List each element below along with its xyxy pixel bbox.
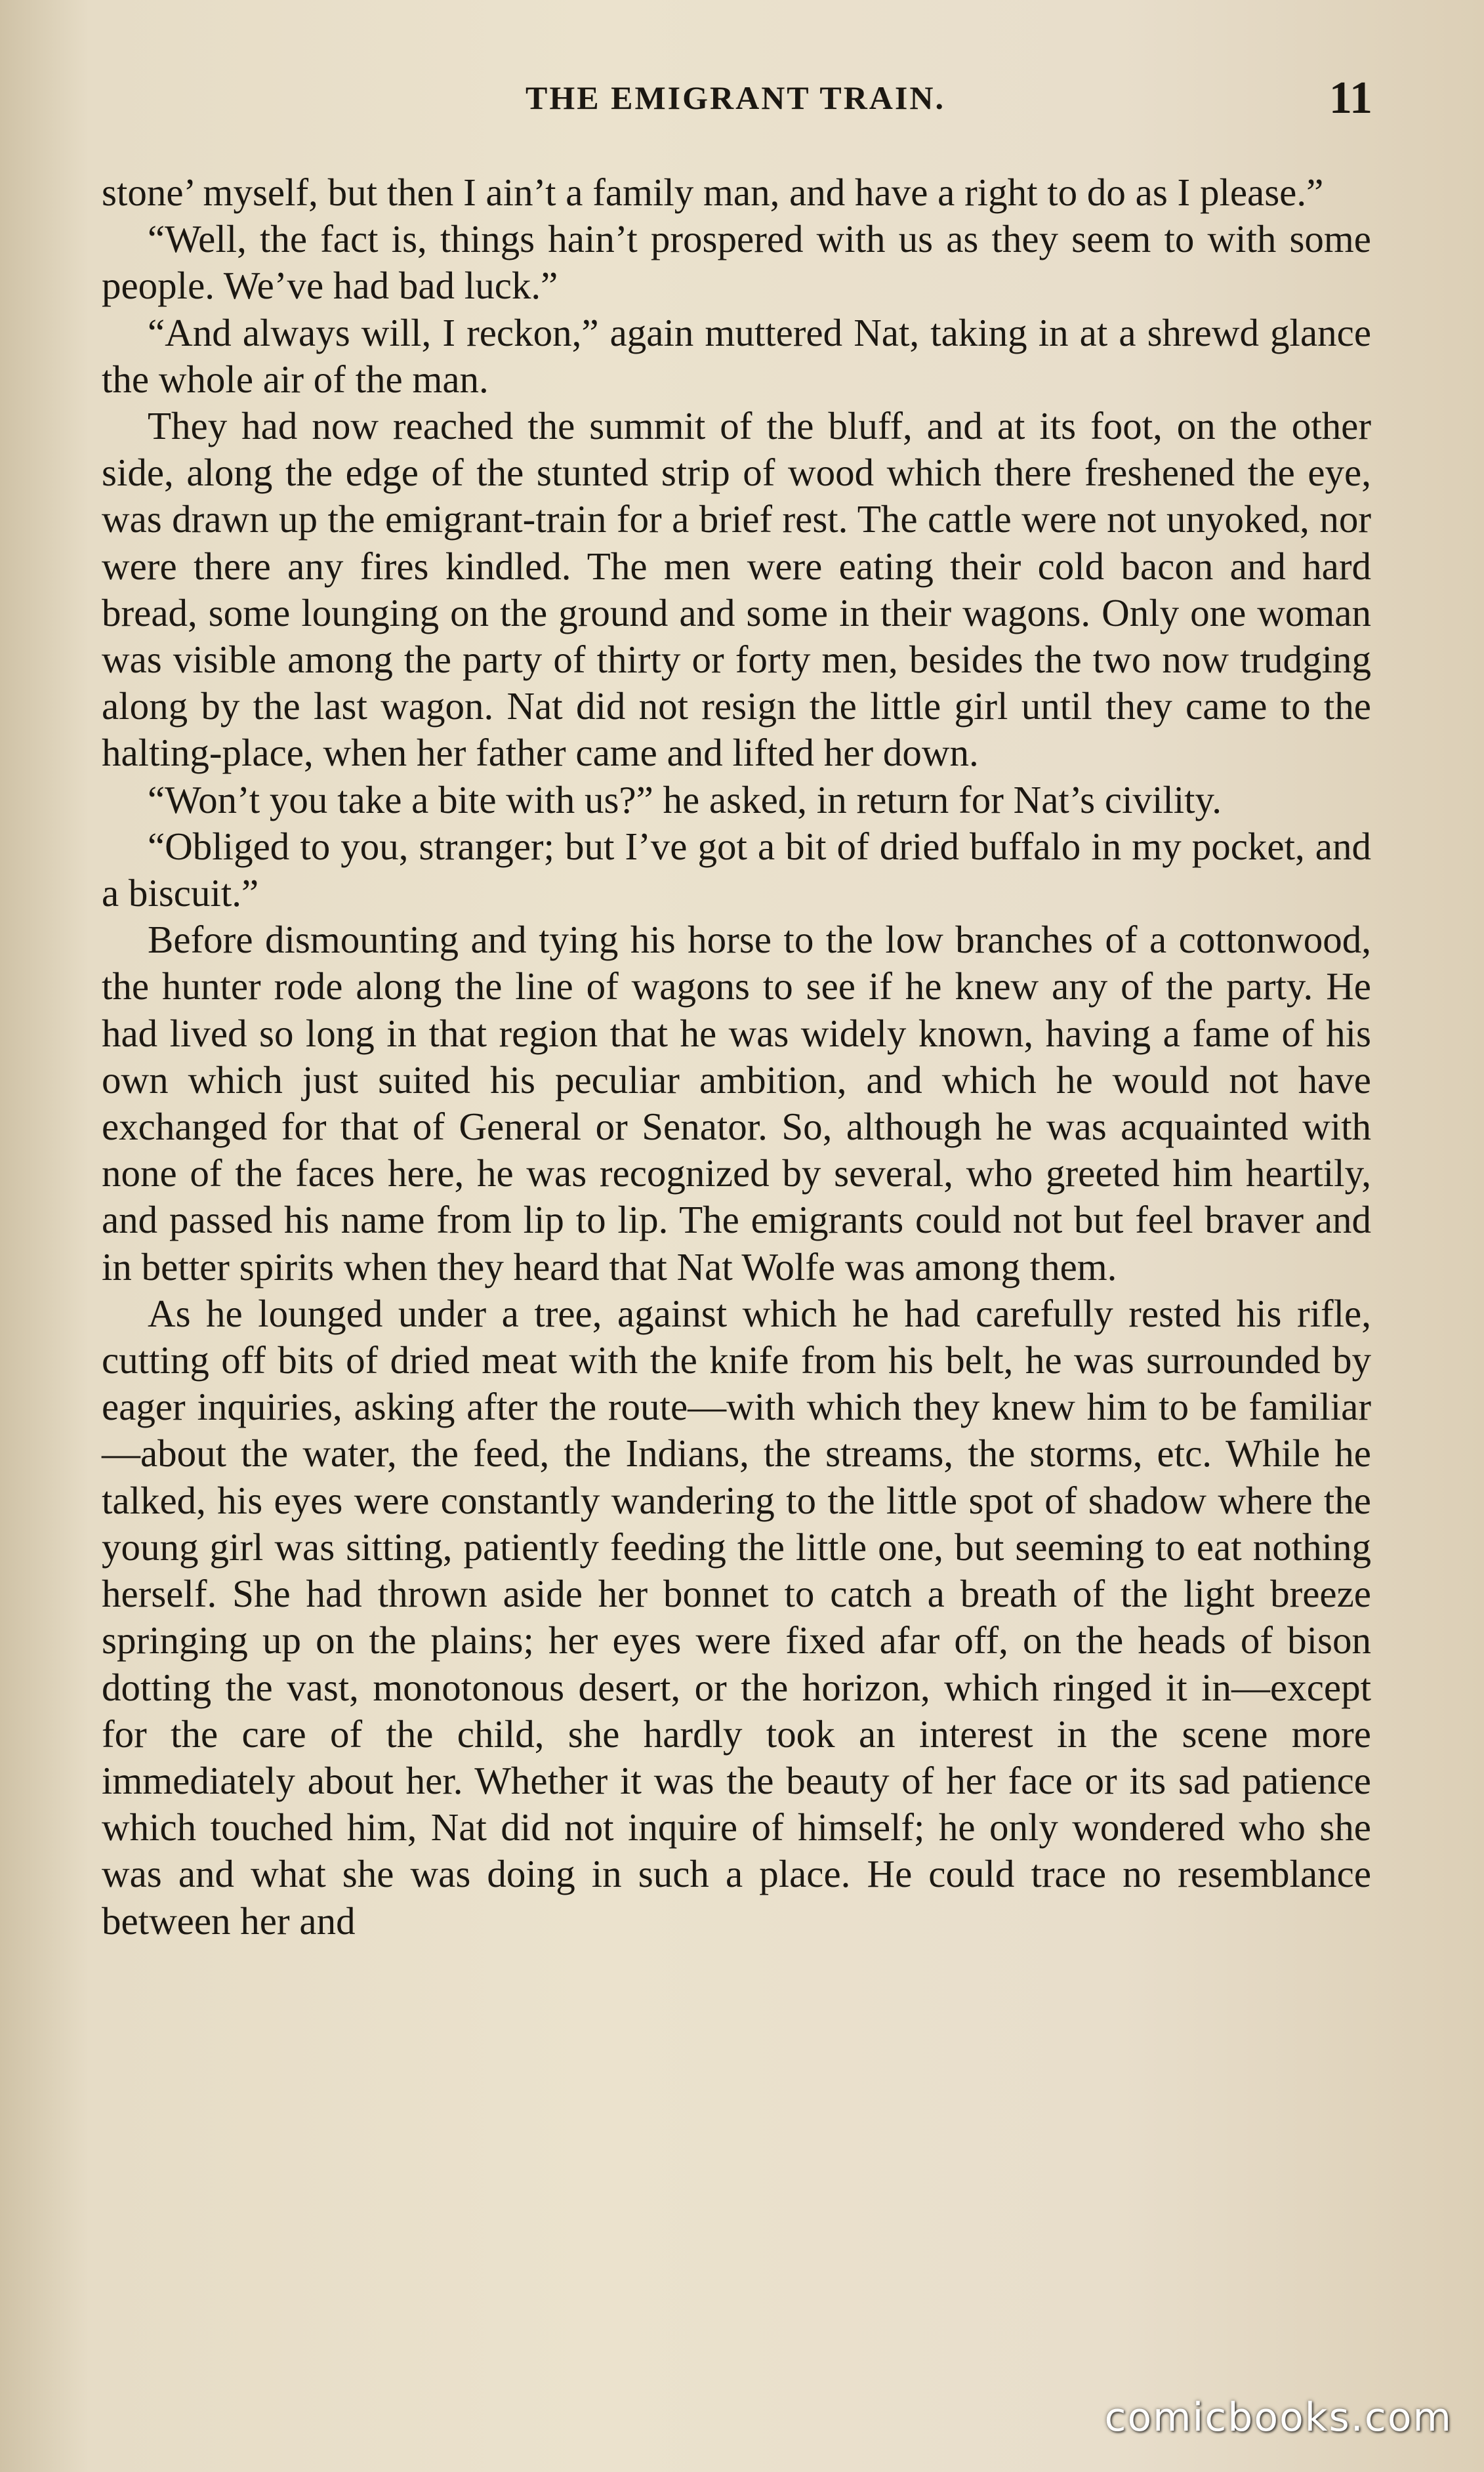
running-head: THE EMIGRANT TRAIN. [526, 79, 945, 116]
site-watermark: comicbooks.com [1104, 2395, 1453, 2441]
paragraph: They had now reached the summit of the bluff, and at its foot, on the other side, along the edge of the stunted strip of wood which there freshened the eye, was drawn up the emigrant-train for a brief rest. The cattle were not unyoked, nor were there any fires kindled. The men were eating their cold bacon and hard bread, some lounging on the ground and some in their wagons. Only one woman was visible among the party of thirty or forty men, besides the two now trudging along by the last wagon. Nat did not resign the little girl until they came to the halting-place, when her father came and lifted her down. [102, 404, 1371, 775]
paragraph: “Obliged to you, stranger; but I’ve got a bit of dried buffalo in my pocket, and a biscuit.” [102, 824, 1371, 915]
paragraph: As he lounged under a tree, against which he had carefully rested his rifle, cutting off bits of dried meat with the knife from his belt, he was surrounded by eager inquiries, asking after the route—with which they knew him to be familiar—about the water, the feed, the Indians, the streams, the storms, etc. While he talked, his eyes were constantly wandering to the little spot of shadow where the young girl was sitting, patiently feeding the little one, but seeming to eat nothing herself. She had thrown aside her bonnet to catch a breath of the light breeze springing up on the plains; her eyes were fixed afar off, on the heads of bison dotting the vast, monotonous desert, or the horizon, which ringed it in—except for the care of the child, she hardly took an interest in the scene more immediately about her. Whether it was the beauty of her face or its sad patience which touched him, Nat did not inquire of himself; he only wondered who she was and what she was doing in such a place. He could trace no resemblance between her and [102, 1291, 1371, 1943]
paragraph: “Won’t you take a bite with us?” he asked, in return for Nat’s civility. [148, 777, 1222, 821]
page-number: 11 [1329, 73, 1372, 123]
page-header [98, 72, 1372, 131]
paragraph: stone’ myself, but then I ain’t a family man, and have a right to do as I please.” [102, 171, 1324, 214]
paragraph: “Well, the fact is, things hain’t prospered with us as they seem to with some people. We’ve had bad luck.” [102, 217, 1371, 308]
body-text [102, 169, 1371, 1945]
paragraph: Before dismounting and tying his horse to the low branches of a cottonwood, the hunter rode along the line of wagons to see if he knew any of the party. He had lived so long in that region that he was widely known, having a fame of his own which just suited his peculiar ambition, and which he would not have exchanged for that of General or Senator. So, although he was acquainted with none of the faces here, he was recognized by several, who greeted him heartily, and passed his name from lip to lip. The emigrants could not but feel braver and in better spirits when they heard that Nat Wolfe was among them. [102, 918, 1371, 1288]
paragraph: “And always will, I reckon,” again muttered Nat, taking in at a shrewd glance the whole air of the man. [102, 310, 1371, 401]
